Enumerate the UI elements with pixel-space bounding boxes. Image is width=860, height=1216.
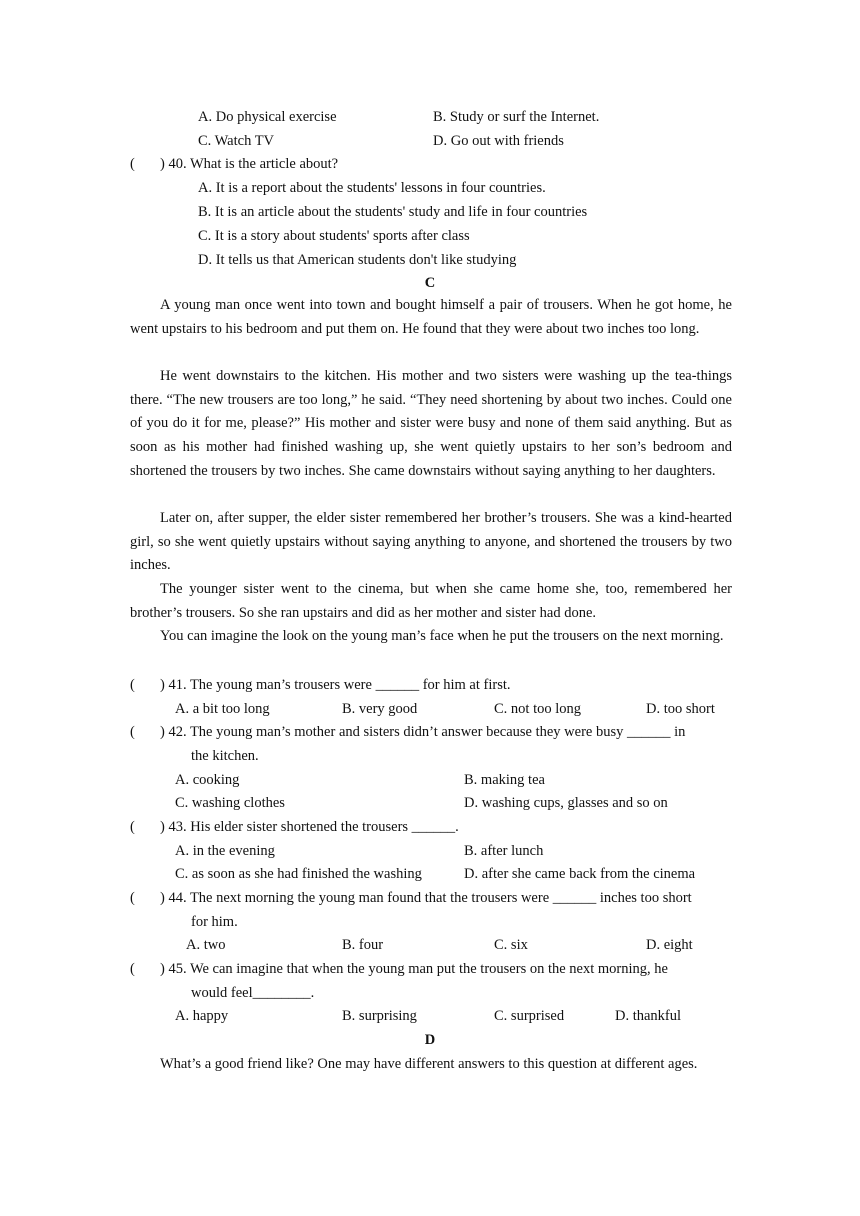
q43-option-c: C. as soon as she had finished the washing bbox=[175, 866, 422, 882]
q43-stem: ) 43. His elder sister shortened the trousers ______. bbox=[160, 819, 459, 835]
q45-stem: ) 45. We can imagine that when the young man put the trousers on the next morning, he bbox=[160, 961, 668, 977]
q42-stem-continuation: the kitchen. bbox=[191, 748, 259, 764]
q45-option-c: C. surprised bbox=[494, 1008, 565, 1024]
q42-option-c: C. washing clothes bbox=[175, 795, 285, 811]
q42-option-a: A. cooking bbox=[175, 772, 240, 788]
passage-c-paragraph: The younger sister went to the cinema, but when she came home she, too, remembered her brother’s trousers. So she ran upstairs and did as her mother and sister had done. bbox=[130, 581, 732, 621]
q39-option-a: A. Do physical exercise bbox=[198, 109, 337, 125]
q43-option-b: B. after lunch bbox=[464, 843, 544, 859]
q39-option-c: C. Watch TV bbox=[198, 133, 275, 149]
q41-option-c: C. not too long bbox=[494, 701, 582, 717]
q41-option-a: A. a bit too long bbox=[175, 701, 270, 717]
q41-stem: ) 41. The young man’s trousers were ______ for him at first. bbox=[160, 677, 511, 693]
q43-option-d: D. after she came back from the cinema bbox=[464, 866, 696, 882]
q44-stem: ) 44. The next morning the young man found that the trousers were ______ inches too short bbox=[160, 890, 692, 906]
q44-option-b: B. four bbox=[342, 937, 384, 953]
q42-option-d: D. washing cups, glasses and so on bbox=[464, 795, 668, 811]
q40-stem: ) 40. What is the article about? bbox=[160, 156, 339, 172]
q41-option-b: B. very good bbox=[342, 701, 418, 717]
passage-c-paragraph: A young man once went into town and bought himself a pair of trousers. When he got home, he went upstairs to his bedroom and put them on. He found that they were about two inches too long. bbox=[130, 297, 732, 337]
q43-answer-bracket: ( bbox=[130, 819, 135, 835]
q45-stem-continuation: would feel________. bbox=[191, 985, 315, 1001]
q45-option-b: B. surprising bbox=[342, 1008, 417, 1024]
q39-option-d: D. Go out with friends bbox=[433, 133, 564, 149]
q44-answer-bracket: ( bbox=[130, 890, 135, 906]
q42-option-b: B. making tea bbox=[464, 772, 545, 788]
q44-option-c: C. six bbox=[494, 937, 528, 953]
q45-answer-bracket: ( bbox=[130, 961, 135, 977]
q44-stem-continuation: for him. bbox=[191, 914, 238, 930]
q41-option-d: D. too short bbox=[646, 701, 715, 717]
q41-answer-bracket: ( bbox=[130, 677, 135, 693]
q40-option-c: C. It is a story about students' sports after class bbox=[198, 228, 470, 244]
q40-option-b: B. It is an article about the students' study and life in four countries bbox=[198, 204, 588, 220]
q44-option-d: D. eight bbox=[646, 937, 693, 953]
q45-option-a: A. happy bbox=[175, 1008, 229, 1024]
q45-option-d: D. thankful bbox=[615, 1008, 682, 1024]
q39-option-b: B. Study or surf the Internet. bbox=[433, 109, 600, 125]
q42-answer-bracket: ( bbox=[130, 724, 135, 740]
section-c-title: C bbox=[424, 275, 436, 291]
q42-stem: ) 42. The young man’s mother and sisters didn’t answer because they were busy ______ in bbox=[160, 724, 686, 740]
q43-option-a: A. in the evening bbox=[175, 843, 275, 859]
q40-option-a: A. It is a report about the students' lessons in four countries. bbox=[198, 180, 546, 196]
passage-c-paragraph: You can imagine the look on the young man’s face when he put the trousers on the next morning. bbox=[160, 628, 724, 644]
q44-option-a: A. two bbox=[186, 937, 226, 953]
passage-c-paragraph: He went downstairs to the kitchen. His mother and two sisters were washing up the tea-things there. “The new trousers are too long,” he said. “They need shortening by about two inches. Could one of you do it for me, please?” His mother and sister were busy and none of them said anything. But as soon as his mother had finished washing up, she went quietly upstairs to her son’s bedroom and shortened the trousers by two inches. She came downstairs without saying anything to her daughters. bbox=[130, 368, 732, 479]
passage-d-intro: What’s a good friend like? One may have different answers to this question at different ages. bbox=[160, 1056, 698, 1072]
q40-answer-bracket: ( bbox=[130, 156, 135, 172]
passage-c-paragraph: Later on, after supper, the elder sister remembered her brother’s trousers. She was a kind-hearted girl, so she went quietly upstairs without saying anything to anyone, and shortened the trousers by two inches. bbox=[130, 510, 732, 574]
section-d-title: D bbox=[424, 1032, 436, 1048]
q40-option-d: D. It tells us that American students don't like studying bbox=[198, 252, 517, 268]
